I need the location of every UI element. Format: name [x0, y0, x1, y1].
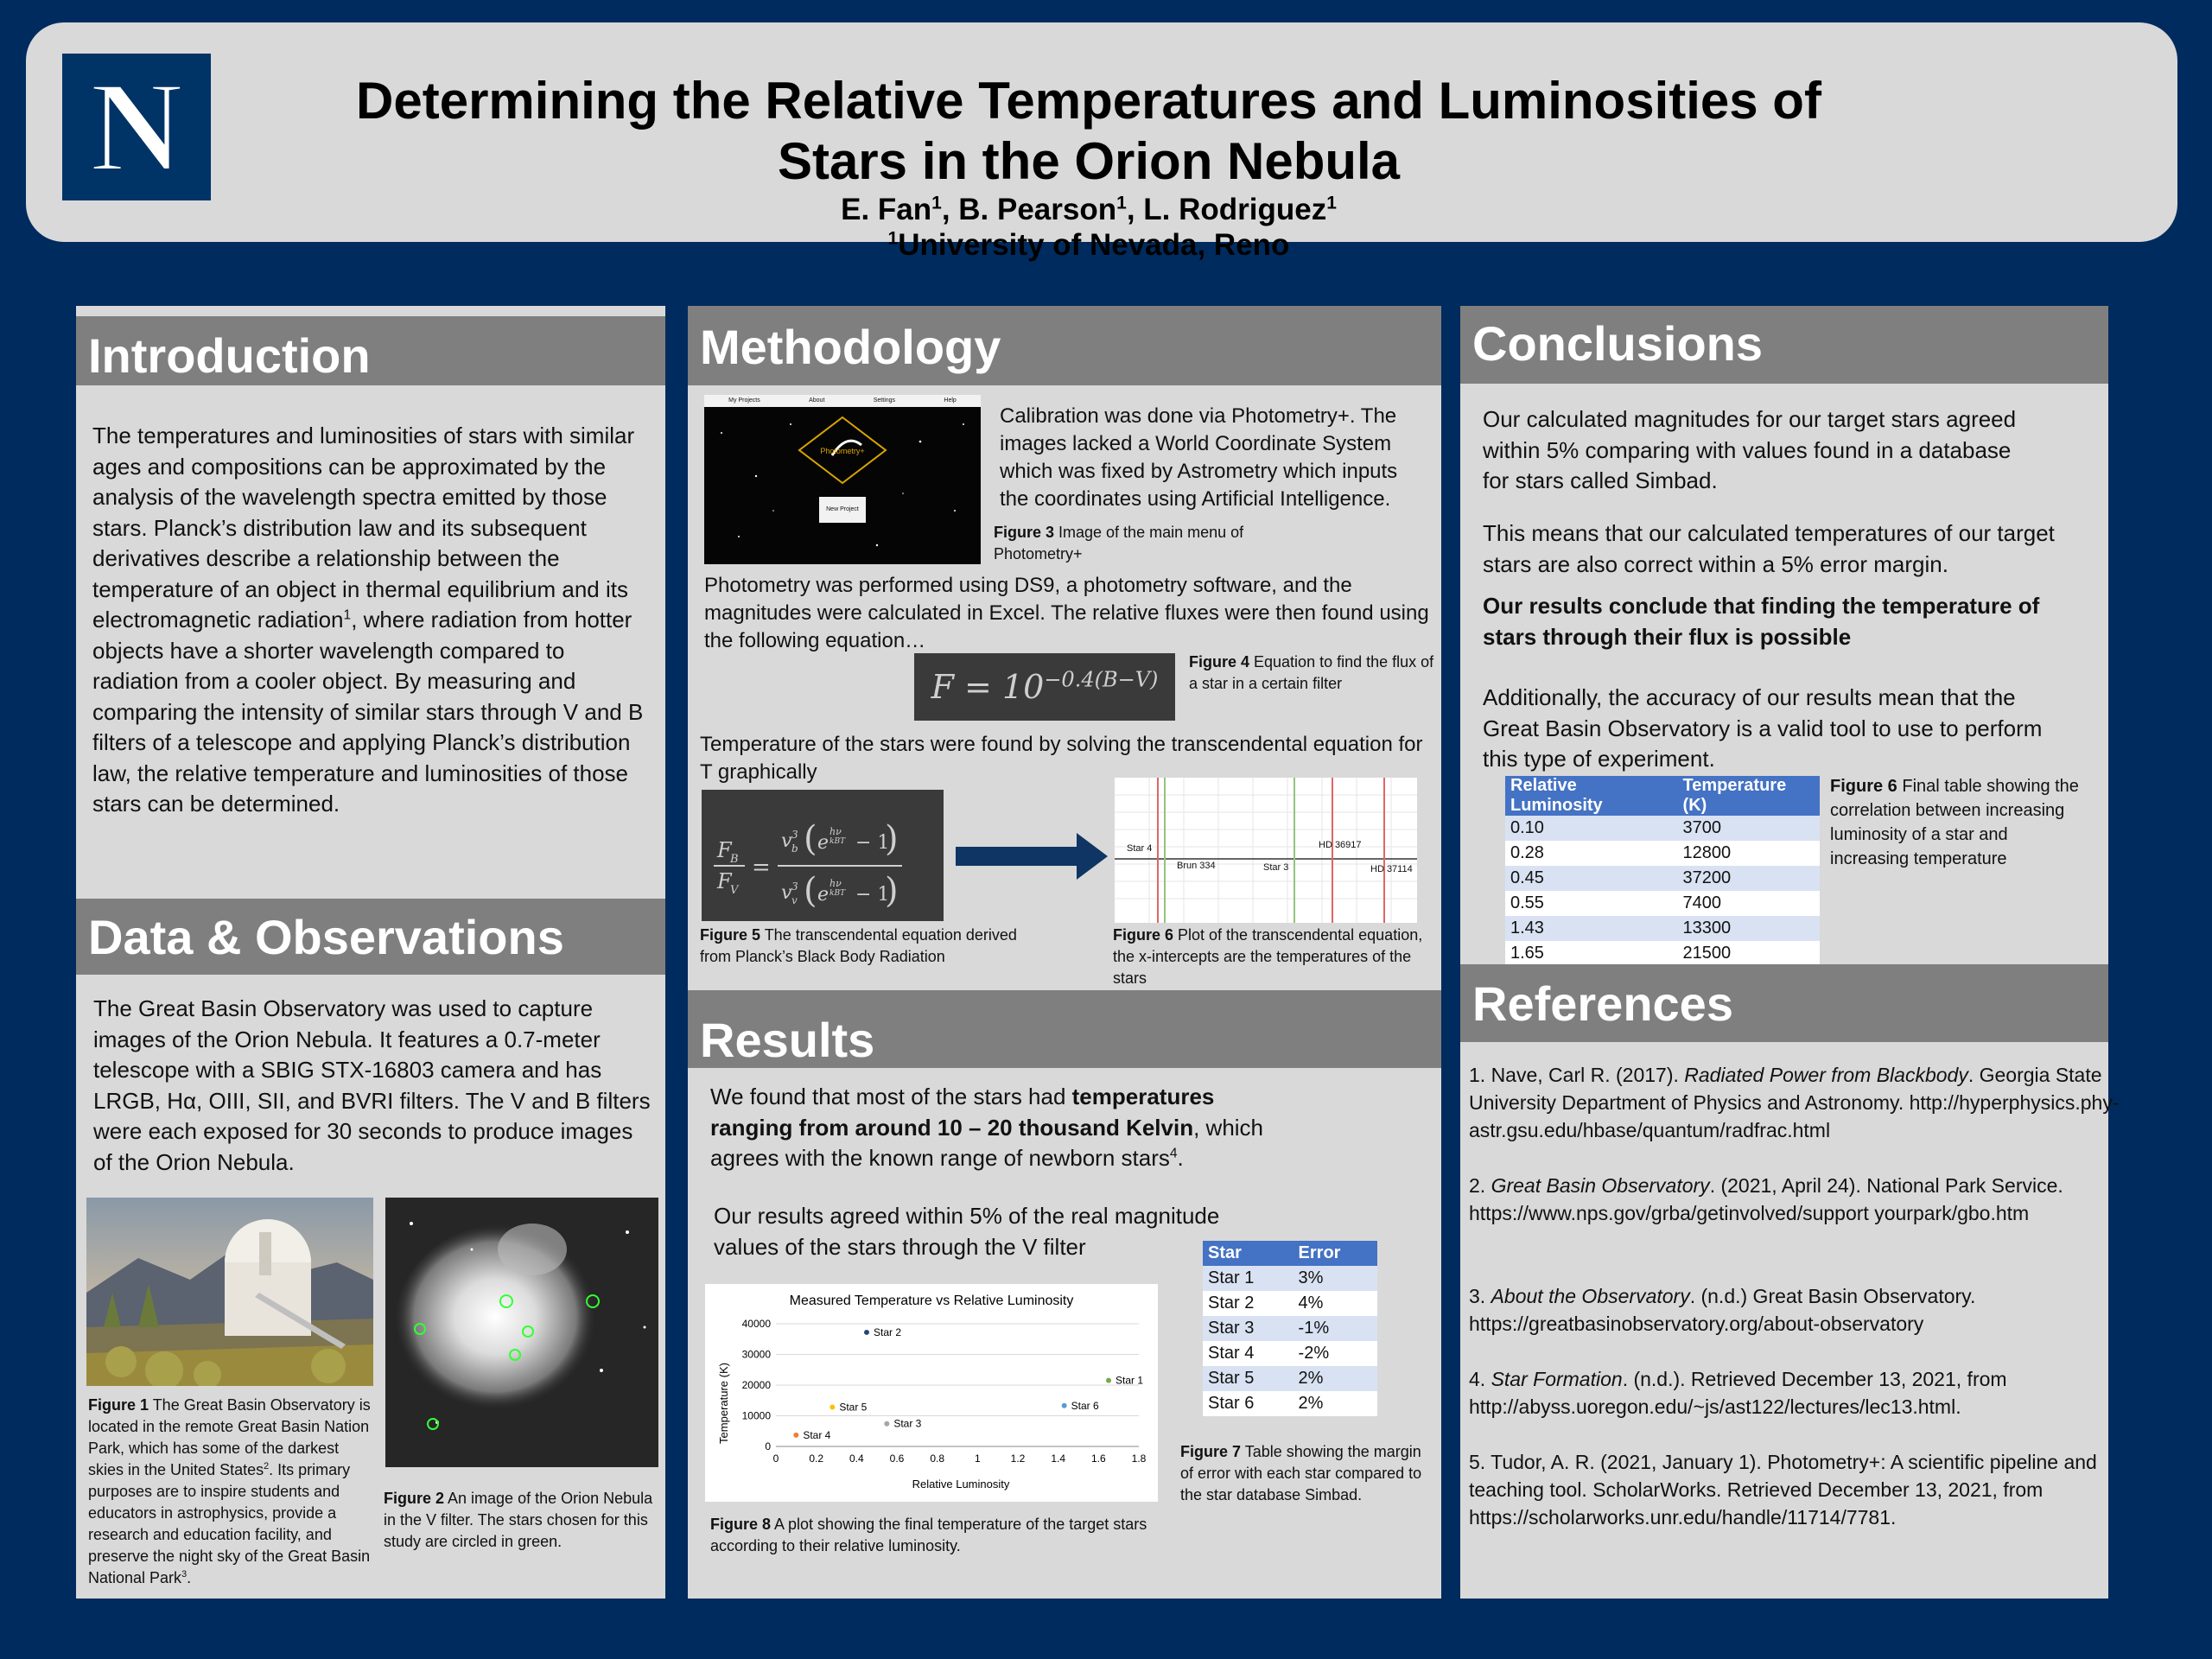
figure-1-caption: Figure 1 The Great Basin Observatory is located in the remote Great Basin Nation Park, which has some of the darkest skies in the United States$^2$. Its primary purposes are to inspire students and educators in astrophysics, provide a research and education facility, and preserve the night sky of the Great Basin National Park$^3$. [88, 1396, 371, 1586]
references-heading: References [1460, 964, 2108, 1042]
table-row: 1.65 21500 [1505, 941, 1820, 966]
table-row: Star 5 2% [1203, 1366, 1377, 1391]
error-table [1203, 1241, 1377, 1416]
scatter-chart-svg [705, 1284, 1158, 1502]
transcendental-equation [702, 790, 944, 921]
svg-text:hν: hν [830, 826, 842, 837]
author-affil-sup: 1 [931, 193, 942, 213]
orion-nebula-illustration [385, 1198, 658, 1467]
results-text-2: Our results agreed within 5% of the real magnitude values of the stars through the V filter [714, 1203, 1220, 1260]
temperature-luminosity-chart [705, 1284, 1158, 1502]
app-menu-bar [704, 395, 981, 407]
svg-text:): ) [885, 819, 899, 859]
x-tick-label: 1 [974, 1452, 981, 1465]
logo-letter: N [89, 55, 184, 199]
chart-title: Measured Temperature vs Relative Luminosity [789, 1294, 1074, 1308]
svg-text:B: B [730, 853, 739, 866]
x-tick-label: 0 [772, 1452, 779, 1465]
data-point-label: Star 6 [1071, 1399, 1099, 1412]
svg-text:hν: hν [830, 878, 842, 889]
affiliation-name: University of Nevada, Reno [898, 228, 1290, 262]
data-point [1062, 1403, 1067, 1408]
figure-2-caption: Figure 2 An image of the Orion Nebula in the V filter. The stars chosen for this study are circled in green. [384, 1490, 653, 1550]
transcendental-plot [1115, 778, 1417, 923]
final-table-wrapper [1505, 776, 1820, 966]
svg-text:v: v [791, 894, 798, 906]
data-point-label: Star 3 [893, 1417, 922, 1430]
final-table-col-temperature: Temperature (K) [1678, 776, 1820, 816]
svg-text:v: v [781, 830, 792, 852]
svg-text:(: ( [804, 871, 817, 911]
error-table-header [1203, 1241, 1377, 1266]
app-name-label: Photometry+ [820, 447, 865, 455]
author-affil-sup: 1 [1116, 193, 1127, 213]
temperature-method-text: Temperature of the stars were found by solving the transcendental equation for T graphically [700, 733, 1423, 784]
menu-item-help: Help [944, 397, 957, 404]
conclusions-paragraph-1: Our calculated magnitudes for our target stars agreed within 5% comparing with values found in a database for stars called Simbad. [1483, 406, 2017, 493]
svg-text:− 1: − 1 [855, 832, 890, 854]
plot-label-hd-37114: HD 37114 [1370, 864, 1413, 874]
figure-6b-caption: Figure 6 Final table showing the correlation between increasing luminosity of a star and increasing temperature [1830, 777, 2079, 868]
y-tick-label: 20000 [741, 1379, 771, 1391]
introduction-heading: Introduction [76, 316, 665, 385]
svg-text:kBT: kBT [830, 837, 846, 846]
table-row: Star 3 -1% [1203, 1316, 1377, 1341]
university-logo [62, 54, 211, 200]
calibration-text: Calibration was done via Photometry+. The images lacked a World Coordinate System which was fixed by Astrometry which inputs the coordinates using Artificial Intelligence. [1000, 404, 1398, 511]
svg-text:3: 3 [791, 829, 798, 841]
final-table-header [1505, 776, 1820, 816]
reference-3: 3. About the Observatory. (n.d.) Great Basin Observatory. https://greatbasinobservatory.org/about-observatory [1469, 1285, 1976, 1335]
x-tick-label: 1.4 [1051, 1452, 1066, 1465]
data-point [793, 1433, 798, 1438]
transcendental-plot-graphic [1115, 778, 1417, 923]
chart-y-axis-label: Temperature (K) [717, 1363, 730, 1444]
table-row: 0.55 7400 [1505, 891, 1820, 916]
photometry-text: Photometry was performed using DS9, a photometry software, and the magnitudes were calculated in Excel. The relative fluxes were then found using the following equation… [704, 574, 1429, 652]
title-line-1: Determining the Relative Temperatures and Luminosities of [356, 72, 1821, 130]
methodology-heading: Methodology [688, 306, 1441, 385]
flux-equation-base: F = 10 [931, 668, 1045, 706]
conclusions-paragraph-2: This means that our calculated temperatures of our target stars are also correct within a 5% error margin. [1483, 520, 2055, 577]
conclusions-paragraph-4: Additionally, the accuracy of our results mean that the Great Basin Observatory is a valid tool to use to perform this type of experiment. [1483, 684, 2043, 772]
svg-text:kBT: kBT [830, 889, 846, 898]
plot-label-star-4: Star 4 [1127, 843, 1153, 854]
table-row: Star 4 -2% [1203, 1341, 1377, 1366]
authors: E. Fan$^1$, B. Pearson$^1$, L. Rodriguez$^1$ [841, 193, 1337, 226]
error-table-col-star: Star [1203, 1241, 1294, 1266]
table-row: Star 1 3% [1203, 1266, 1377, 1291]
author-name: E. Fan [841, 193, 932, 226]
svg-text:v: v [781, 882, 792, 904]
data-point [884, 1421, 889, 1427]
menu-item-my-projects: My Projects [728, 397, 760, 404]
data-observations-text: The Great Basin Observatory was used to capture images of the Orion Nebula. It features a 0.7-meter telescope with a SBIG STX-16803 camera and has LRGB, Hα, OIII, SII, and BVRI filters. The V and B filters were each exposed for 30 seconds to produce images of the Orion Nebula. [93, 995, 651, 1175]
affiliation [285, 228, 1892, 263]
data-point-label: Star 5 [839, 1401, 868, 1414]
svg-text:V: V [730, 884, 739, 897]
x-tick-label: 0.2 [809, 1452, 824, 1465]
table-row: 0.10 3700 [1505, 816, 1820, 841]
results-text-1: We found that most of the stars had temperatures ranging from around 10 – 20 thousand Kelvin, which agrees with the known range of newborn stars$^4$. [710, 1084, 1264, 1171]
author-affil-sup: 1 [1326, 193, 1337, 213]
reference-2: 2. Great Basin Observatory. (2021, April 24). National Park Service. https://www.nps.gov/grba/getinvolved/support yourpark/gbo.htm [1469, 1174, 2063, 1224]
svg-text:e: e [817, 884, 830, 906]
svg-text:=: = [752, 855, 771, 880]
data-point [1106, 1378, 1111, 1383]
figure-6-caption: Figure 6 Plot of the transcendental equation, the x-intercepts are the temperatures of the stars [1113, 926, 1423, 987]
x-tick-label: 1.6 [1090, 1452, 1106, 1465]
observatory-photo [86, 1198, 373, 1386]
flux-equation [914, 653, 1175, 721]
photometry-app-screenshot [704, 395, 981, 564]
x-tick-label: 1.2 [1010, 1452, 1026, 1465]
data-point [830, 1405, 835, 1410]
figure-3-caption: Figure 3 Image of the main menu of Photometry+ [994, 524, 1244, 563]
x-tick-label: 0.8 [930, 1452, 945, 1465]
y-tick-label: 0 [765, 1440, 771, 1452]
figure-4-caption: Figure 4 Equation to find the flux of a star in a certain filter [1189, 653, 1434, 692]
x-tick-label: 1.8 [1131, 1452, 1147, 1465]
y-tick-label: 30000 [741, 1348, 771, 1361]
arrow-right-icon [956, 833, 1108, 880]
svg-text:): ) [885, 871, 899, 911]
table-row: 0.45 37200 [1505, 866, 1820, 891]
author-name: L. Rodriguez [1143, 193, 1327, 226]
figure-5-caption: Figure 5 The transcendental equation derived from Planck’s Black Body Radiation [700, 926, 1017, 965]
affiliation-sup: 1 [887, 228, 899, 249]
figure-7-caption: Figure 7 Table showing the margin of error with each star compared to the star database Simbad. [1180, 1443, 1422, 1503]
svg-text:3: 3 [791, 880, 798, 893]
data-point-label: Star 2 [874, 1325, 902, 1338]
chart-x-axis-label: Relative Luminosity [912, 1478, 1010, 1491]
table-row: Star 2 4% [1203, 1291, 1377, 1316]
x-tick-label: 0.6 [889, 1452, 905, 1465]
svg-text:b: b [791, 842, 798, 855]
introduction-text: The temperatures and luminosities of stars with similar ages and compositions can be approximated by the analysis of the wavelength spectra emitted by those stars. Planck’s distribution law and its subsequent derivatives describe a relationship between the temperature of an object in thermal equilibrium and its electromagnetic radiation$^1$, where radiation from hotter objects have a shorter wavelength compared to radiation from a cooler object. By measuring and comparing the intensity of similar stars through V and B filters of a telescope and applying Planck’s distribution law, the relative temperature and luminosities of those stars can be determined. [92, 423, 644, 817]
reference-1: 1. Nave, Carl R. (2017). Radiated Power from Blackbody. Georgia State University Department of Physics and Astronomy. http://hyperphysics.phy-astr.gsu.edu/hbase/quantum/radfrac.html [1469, 1064, 2120, 1141]
table-row: 0.28 12800 [1505, 841, 1820, 866]
final-table-col-luminosity: Relative Luminosity [1505, 776, 1678, 816]
y-tick-label: 40000 [741, 1318, 771, 1330]
y-tick-label: 10000 [741, 1409, 771, 1422]
table-row: Star 6 2% [1203, 1391, 1377, 1416]
poster-title [285, 71, 1892, 192]
final-results-table [1505, 776, 1820, 966]
table-row: 1.43 13300 [1505, 916, 1820, 941]
conclusions-paragraph-3: Our results conclude that finding the temperature of stars through their flux is possible [1483, 593, 2040, 650]
transcendental-equation-graphic [702, 790, 944, 921]
menu-item-about: About [809, 397, 825, 404]
orion-nebula-image [385, 1198, 658, 1467]
data-observations-heading: Data & Observations [76, 899, 665, 975]
plot-label-brun-334: Brun 334 [1177, 861, 1216, 871]
conclusions-heading: Conclusions [1460, 306, 2108, 384]
author-name: B. Pearson [958, 193, 1117, 226]
x-tick-label: 0.4 [849, 1452, 864, 1465]
observatory-illustration [86, 1198, 373, 1386]
data-point [864, 1330, 869, 1335]
new-project-button[interactable]: New Project [819, 497, 866, 523]
title-line-2: Stars in the Orion Nebula [777, 132, 1401, 190]
data-point-label: Star 1 [1116, 1374, 1144, 1387]
results-heading: Results [688, 990, 1441, 1068]
starfield-icon [704, 407, 981, 564]
plot-label-hd-36917: HD 36917 [1319, 840, 1362, 850]
svg-text:(: ( [804, 819, 817, 859]
reference-5: 5. Tudor, A. R. (2021, January 1). Photometry+: A scientific pipeline and teaching tool. ScholarWorks. Retrieved December 13, 2021, from https://scholarworks.unr.edu/handle/11714/7781. [1469, 1451, 2097, 1529]
flux-equation-exponent: −0.4(B−V) [1044, 667, 1159, 692]
error-table-col-error: Error [1294, 1241, 1377, 1266]
svg-text:− 1: − 1 [855, 884, 890, 906]
plot-label-star-3: Star 3 [1263, 862, 1289, 873]
menu-item-settings: Settings [873, 397, 896, 404]
reference-4: 4. Star Formation. (n.d.). Retrieved December 13, 2021, from http://abyss.uoregon.edu/~js/ast122/lectures/lec13.html. [1469, 1368, 2007, 1418]
error-table-wrapper [1203, 1241, 1377, 1416]
svg-text:F: F [717, 838, 732, 862]
poster-header [26, 22, 2177, 262]
svg-text:F: F [717, 869, 732, 893]
data-point-label: Star 4 [803, 1428, 831, 1441]
figure-8-caption: Figure 8 A plot showing the final temperature of the target stars according to their relative luminosity. [710, 1516, 1147, 1554]
svg-text:e: e [817, 832, 830, 854]
